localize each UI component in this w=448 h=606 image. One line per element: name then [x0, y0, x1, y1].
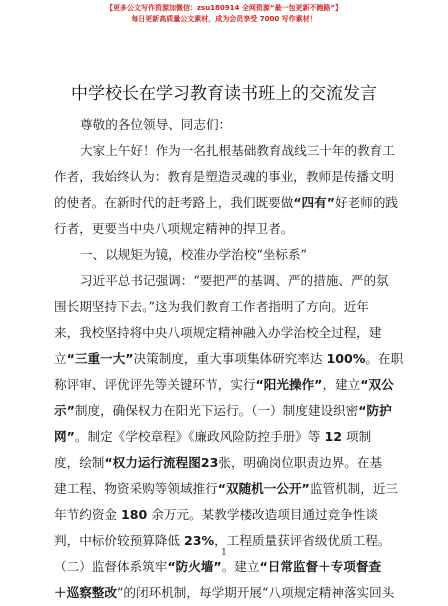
bold-text-run: 180 — [120, 507, 148, 522]
text-run: 建工程、物资采购等领域推行 — [54, 481, 218, 496]
promo-banner-line-2: 每日更新高质量公文素材，成为会员享受 7000 写作素材！ — [131, 15, 317, 23]
text-run: 监管机制，近三 — [309, 481, 398, 496]
paragraph-1-line-4: 行者，更要当中央八项规定精神的捍卫者。 — [54, 221, 294, 236]
section-heading-1: 一、以规矩为镜，校准办学治校“坐标系” — [80, 247, 307, 262]
bold-text-run: “防护 — [358, 403, 392, 418]
salutation: 尊敬的各位领导、同志们： — [80, 117, 232, 132]
bold-text-run: 100% — [326, 351, 366, 366]
text-run: ，工程质量获评省级优质工程。 — [214, 533, 391, 548]
text-run: 度，绘制 — [54, 455, 105, 470]
text-run: 制度，确保权力在阳光下运行。（一）制度建设织密 — [74, 403, 359, 418]
bold-text-run: “阳光操作” — [255, 377, 323, 392]
bold-text-run: “四有” — [293, 195, 336, 210]
paragraph-2-line-10 — [54, 502, 398, 528]
document-title: 中学校长在学习教育读书班上的交流发言 — [71, 84, 377, 104]
text-run: 好老师的践 — [335, 195, 398, 210]
paragraph-2-line-1: 习近平总书记强调：“要把严的基调、严的措施、严的氛 — [80, 273, 389, 288]
text-run: 。建立 — [221, 559, 260, 574]
paragraph-2-line-7 — [54, 424, 398, 450]
text-run: ，建立 — [322, 377, 361, 392]
text-run: 称评审、评优评先等关键环节，实行 — [54, 377, 256, 392]
text-run: 判，中标价较预算降低 — [54, 533, 180, 548]
paragraph-2-line-6 — [54, 398, 398, 424]
paragraph-1-line-3 — [54, 190, 398, 216]
promo-banner-line-1: 【更多公文写作资源加微信：zsu180914 全网资源“最一包更新不跑路”】 — [105, 4, 343, 12]
bold-text-run: 23 — [200, 455, 219, 470]
paragraph-2-line-5 — [54, 372, 398, 398]
bold-text-run: 网” — [54, 429, 75, 444]
text-run: 。制定《学校章程》《廉政风险防控手册》等 — [74, 429, 321, 444]
paragraph-2-line-4 — [54, 346, 404, 372]
bold-text-run: “日常监督＋专项督查 — [259, 559, 382, 574]
bold-text-run: 12 — [324, 429, 342, 444]
bold-text-run: ＋巡察整改 — [54, 585, 117, 600]
text-run: 余万元。某教学楼改造项目通过竞争性谈 — [151, 507, 378, 522]
promo-banner — [0, 3, 448, 25]
paragraph-2-line-3: 来，我校坚持将中央八项规定精神融入办学治校全过程，建 — [54, 325, 382, 340]
text-run: ”的闭环机制，每学期开展 — [116, 585, 262, 600]
text-run: 年节约资金 — [54, 507, 117, 522]
paragraph-2-line-9 — [54, 476, 398, 502]
bold-text-run: “权力运行流程图 — [104, 455, 201, 470]
paragraph-2-line-2: 围长期坚持下去。”这为我们教育工作者指明了方向。近年 — [54, 299, 369, 314]
text-run: 。在职 — [365, 351, 404, 366]
text-run: 立 — [54, 351, 67, 366]
page-number: 1 — [221, 548, 227, 558]
text-run: （二）监督体系筑牢 — [54, 559, 168, 574]
paragraph-2-line-8 — [54, 450, 398, 476]
bold-text-run: “双公 — [360, 377, 394, 392]
text-run: 的使者。在新时代的赶考路上，我们既要做 — [54, 195, 294, 210]
bold-text-run: “防火墙” — [167, 559, 222, 574]
paragraph-2-line-13 — [54, 580, 398, 606]
bold-text-run: “三重一大” — [66, 351, 134, 366]
paragraph-1-line-1: 大家上午好！作为一名扎根基础教育战线三十年的教育工 — [80, 143, 395, 158]
document-body — [54, 112, 404, 606]
bold-text-run: 示” — [54, 403, 75, 418]
text-run: 项制 — [346, 429, 372, 444]
bold-text-run: “双随机一公开” — [217, 481, 310, 496]
text-run: 张，明确岗位职责边界。在基 — [218, 455, 383, 470]
bold-text-run: 23% — [183, 533, 215, 548]
paragraph-1-line-2: 作者，我始终认为：教育是塑造灵魂的事业，教师是传播文明 — [54, 169, 395, 184]
text-run: 决策制度，重大事项集体研究率达 — [133, 351, 323, 366]
text-run: “八项规定精神落实回头 — [261, 585, 395, 600]
